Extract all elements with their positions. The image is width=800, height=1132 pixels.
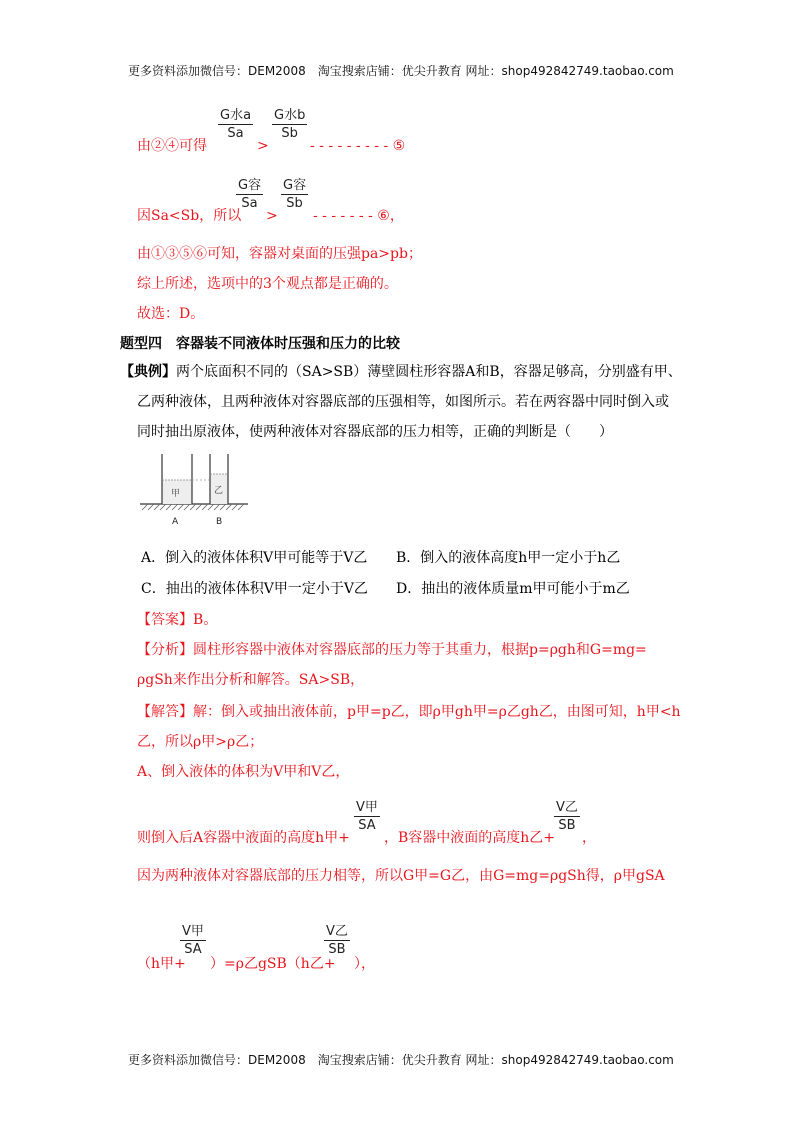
fraction-v-yi-sb — [554, 796, 580, 833]
fraction-numerator: V乙 — [556, 800, 578, 815]
line-5: 故选：D。 — [137, 306, 205, 322]
fraction-v-jia-sa-2 — [180, 920, 206, 957]
fraction-numerator: V甲 — [182, 924, 204, 939]
solution-line-5: 因为两种液体对容器底部的压力相等，所以G甲=G乙，由G=mg=ρgSh得，ρ甲gSA — [137, 868, 665, 884]
label-b: B — [216, 517, 223, 527]
line-1-gt: > — [257, 138, 269, 154]
line-2-suffix: - - - - - - - ⑥， — [313, 208, 404, 224]
fraction-denominator: SA — [358, 818, 376, 833]
fraction-denominator: Sb — [281, 126, 298, 141]
line-1-prefix: 由②④可得 — [137, 138, 207, 154]
fraction-bar — [236, 194, 263, 195]
page-header: 更多资料添加微信号：DEM2008 淘宝搜索店铺：优尖升教育 网址：shop492842749.taobao.com — [128, 64, 674, 78]
solution-line-6-prefix: （h甲+ — [137, 956, 186, 972]
label-yi: 乙 — [214, 486, 224, 496]
fraction-g-container-b — [281, 174, 308, 211]
answer: 【答案】B。 — [137, 612, 218, 628]
fraction-g-water-a — [218, 104, 253, 141]
ground-hatching — [142, 504, 244, 510]
line-1-suffix: - - - - - - - - - ⑤ — [310, 138, 406, 154]
section-title: 题型四 容器装不同液体时压强和压力的比较 — [120, 336, 400, 352]
fraction-bar — [272, 124, 307, 125]
fraction-denominator: SA — [184, 942, 202, 957]
solution-line-6-suffix: ）， — [354, 956, 375, 972]
analysis-line-2: ρgSh来作出分析和解答。SA>SB， — [137, 672, 365, 688]
fraction-numerator: V甲 — [356, 800, 378, 815]
fraction-v-jia-sa — [354, 796, 380, 833]
page-footer: 更多资料添加微信号：DEM2008 淘宝搜索店铺：优尖升教育 网址：shop492842749.taobao.com — [128, 1053, 674, 1067]
option-b: B．倒入的液体高度h甲一定小于h乙 — [396, 550, 621, 566]
fraction-v-yi-sb-2 — [324, 920, 350, 957]
fraction-denominator: SB — [558, 818, 576, 833]
fraction-g-water-b — [272, 104, 307, 141]
line-2-gt: > — [266, 208, 278, 224]
option-c: C．抽出的液体体积V甲一定小于V乙 — [141, 581, 368, 597]
fraction-bar — [324, 940, 350, 941]
example-line-3: 同时抽出原液体，使两种液体对容器底部的压力相等，正确的判断是（ ） — [137, 424, 613, 440]
fraction-denominator: Sb — [286, 196, 303, 211]
analysis-line-1: 【分析】圆柱形容器中液体对容器底部的压力等于其重力，根据p=ρgh和G=mg= — [137, 642, 647, 658]
line-4: 综上所述，选项中的3个观点都是正确的。 — [137, 276, 398, 292]
container-figure — [138, 452, 250, 528]
solution-line-2: 乙，所以ρ甲>ρ乙； — [137, 734, 264, 750]
fraction-denominator: SB — [328, 942, 346, 957]
fraction-numerator: G水b — [274, 108, 306, 123]
fraction-numerator: G容 — [283, 178, 307, 193]
solution-line-4-middle: ，B容器中液面的高度h乙+ — [384, 830, 556, 846]
example-line-2: 乙两种液体，且两种液体对容器底部的压强相等，如图所示。若在两容器中同时倒入或 — [137, 394, 669, 410]
solution-line-4-suffix: ， — [582, 830, 596, 846]
fraction-denominator: Sa — [227, 126, 244, 141]
fraction-numerator: G容 — [238, 178, 262, 193]
fraction-bar — [218, 124, 253, 125]
example-text-1: 两个底面积不同的（SA>SB）薄壁圆柱形容器A和B，容器足够高，分别盛有甲、 — [176, 364, 682, 380]
example-tag: 【典例】 — [120, 364, 176, 380]
solution-line-1: 【解答】解：倒入或抽出液体前，p甲=p乙，即ρ甲gh甲=ρ乙gh乙，由图可知，h甲<h — [137, 704, 681, 720]
option-a: A．倒入的液体体积V甲可能等于V乙 — [141, 550, 368, 566]
fraction-numerator: G水a — [220, 108, 252, 123]
label-a: A — [172, 517, 179, 527]
label-jia: 甲 — [171, 489, 181, 499]
fraction-numerator: V乙 — [326, 924, 348, 939]
line-3: 由①③⑤⑥可知，容器对桌面的压强pa>pb； — [137, 246, 422, 262]
solution-line-4-prefix: 则倒入后A容器中液面的高度h甲+ — [137, 830, 350, 846]
fraction-bar — [281, 194, 308, 195]
fraction-bar — [554, 816, 580, 817]
container-b — [210, 454, 228, 504]
option-d: D．抽出的液体质量m甲可能小于m乙 — [396, 581, 630, 597]
fraction-bar — [354, 816, 380, 817]
fraction-denominator: Sa — [241, 196, 258, 211]
solution-line-3: A、倒入液体的体积为V甲和V乙， — [137, 764, 350, 780]
fraction-bar — [180, 940, 206, 941]
solution-line-6-middle: ）=ρ乙gSB（h乙+ — [210, 956, 336, 972]
example-line-1 — [120, 362, 682, 382]
line-2-prefix: 因Sa<Sb，所以 — [137, 208, 242, 224]
